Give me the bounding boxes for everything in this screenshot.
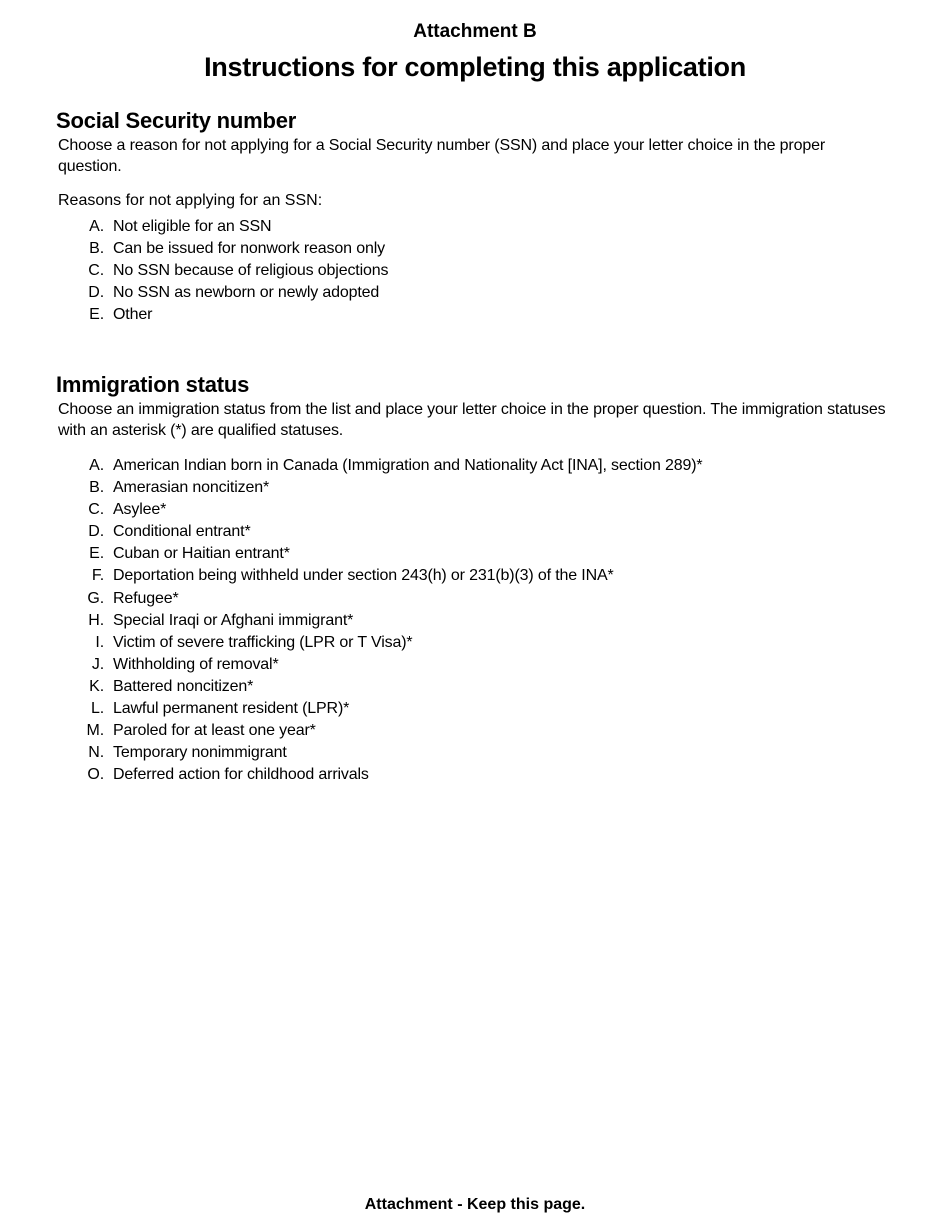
option-letter: O.: [87, 766, 104, 784]
option-text: Can be issued for nonwork reason only: [113, 239, 385, 257]
immigration-section: [56, 370, 886, 786]
ssn-intro: Choose a reason for not applying for a Social Security number (SSN) and place your letter choice in the proper question.: [58, 137, 826, 175]
option-letter: D.: [88, 283, 104, 301]
option-text: Cuban or Haitian entrant*: [113, 545, 290, 563]
option-letter: B.: [89, 239, 104, 257]
option-letter: L.: [90, 700, 104, 718]
ssn-reason-list: [56, 216, 886, 326]
immigration-status-item: [56, 632, 886, 654]
immigration-status-item: [56, 499, 886, 521]
option-text: Other: [113, 305, 153, 323]
immigration-status-item: [56, 742, 886, 764]
immigration-intro: Choose an immigration status from the list and place your letter choice in the proper question. The immigration statuses with an asterisk (*) are qualified statuses.: [58, 401, 886, 439]
ssn-section: [56, 106, 886, 326]
option-text: Paroled for at least one year*: [113, 722, 316, 740]
option-letter: C.: [88, 261, 104, 279]
immigration-heading: Immigration status: [56, 372, 250, 397]
immigration-status-item: [56, 588, 886, 610]
option-text: No SSN as newborn or newly adopted: [113, 283, 380, 301]
option-text: Refugee*: [113, 589, 179, 607]
option-text: Asylee*: [113, 501, 167, 519]
option-letter: F.: [91, 567, 104, 585]
immigration-status-item: [56, 477, 886, 499]
option-letter: E.: [89, 545, 104, 563]
option-letter: G.: [87, 589, 104, 607]
option-text: Victim of severe trafficking (LPR or T Visa)*: [113, 633, 413, 651]
immigration-status-item: [56, 698, 886, 720]
option-text: Amerasian noncitizen*: [113, 479, 270, 497]
ssn-reason-item: [56, 304, 886, 326]
option-letter: B.: [89, 479, 104, 497]
option-letter: A.: [89, 457, 104, 474]
option-text: No SSN because of religious objections: [113, 261, 389, 279]
immigration-status-item: [56, 676, 886, 698]
option-text: Conditional entrant*: [113, 523, 251, 541]
ssn-reason-item: [56, 216, 886, 238]
option-letter: A.: [89, 217, 104, 235]
option-text: Withholding of removal*: [113, 655, 279, 673]
option-letter: H.: [88, 611, 104, 629]
option-letter: D.: [88, 523, 104, 541]
option-letter: J.: [91, 655, 104, 673]
option-letter: K.: [89, 677, 104, 695]
option-text: Not eligible for an SSN: [113, 217, 272, 235]
option-letter: C.: [88, 501, 104, 519]
option-text: Temporary nonimmigrant: [113, 744, 287, 762]
attachment-label: Attachment B: [413, 21, 537, 42]
ssn-reason-item: [56, 260, 886, 282]
footer-note: Attachment - Keep this page.: [364, 1196, 586, 1213]
ssn-reason-item: [56, 238, 886, 260]
option-text: Deportation being withheld under section 243(h) or 231(b)(3) of the INA*: [113, 567, 614, 585]
immigration-status-item: [56, 521, 886, 543]
option-text: Special Iraqi or Afghani immigrant*: [113, 611, 354, 629]
immigration-status-item: [56, 654, 886, 676]
option-text: Battered noncitizen*: [113, 677, 254, 695]
option-letter: E.: [89, 305, 104, 323]
ssn-heading: Social Security number: [56, 108, 297, 133]
option-letter: N.: [88, 744, 104, 762]
immigration-status-item: [56, 720, 886, 742]
option-text: Deferred action for childhood arrivals: [113, 766, 369, 784]
immigration-status-item: [56, 565, 886, 587]
ssn-list-lead: Reasons for not applying for an SSN:: [58, 192, 323, 209]
option-letter: M.: [86, 722, 104, 740]
immigration-status-item: [56, 610, 886, 632]
immigration-status-item: [56, 764, 886, 786]
immigration-status-item: [56, 543, 886, 565]
option-text: American Indian born in Canada (Immigration and Nationality Act [INA], section 289)*: [113, 457, 703, 474]
ssn-reason-item: [56, 282, 886, 304]
immigration-status-list: [56, 455, 886, 786]
option-text: Lawful permanent resident (LPR)*: [113, 700, 350, 718]
immigration-status-item: [56, 455, 886, 477]
page-title: Instructions for completing this application: [204, 52, 746, 82]
option-letter: I.: [95, 633, 104, 651]
